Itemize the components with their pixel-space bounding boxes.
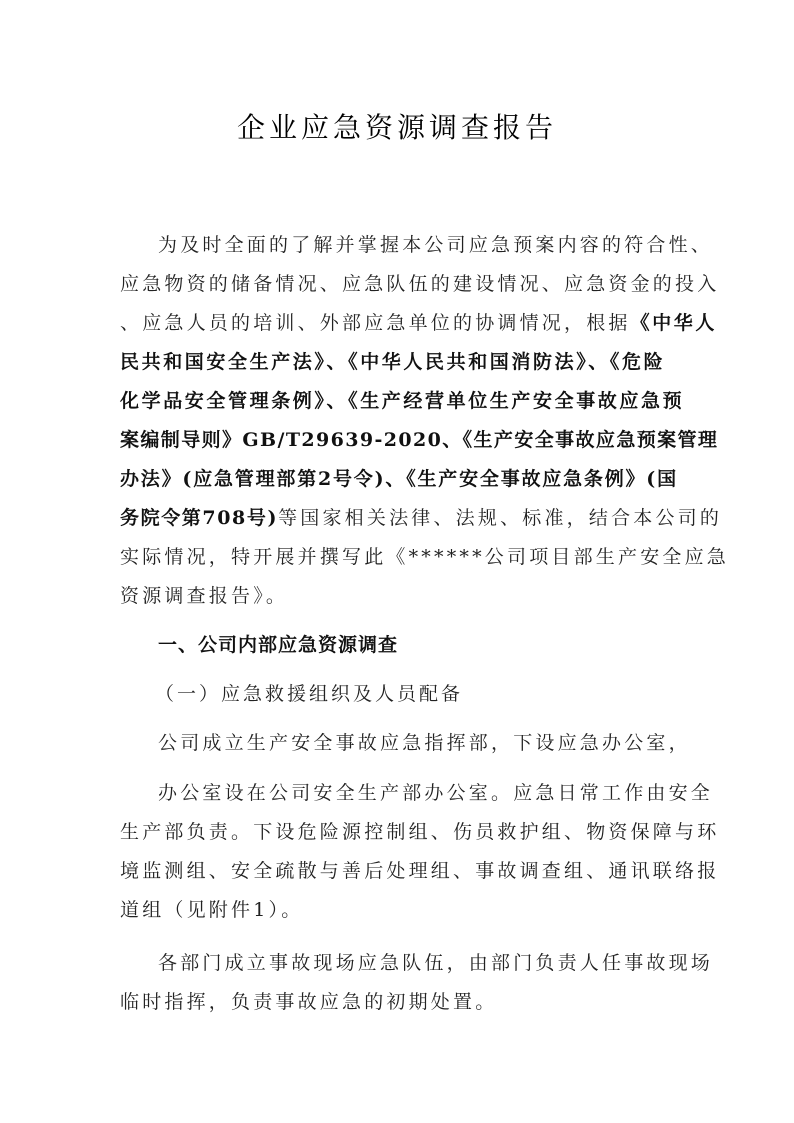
intro-line-8 [120,504,723,532]
intro-text: 、应急人员的培训、外部应急单位的协调情况，根据 [120,312,631,334]
law-citation: 化学品安全管理条例》、《生产经营单位生产安全事故应急预 [120,390,685,412]
subsection-heading-1: （一）应急救援组织及人员配备 [155,683,464,705]
law-citation: 《中华人 [630,312,718,334]
intro-text: 等国家相关法律、法规、标准，结合本公司的 [278,507,723,529]
para-2-line-4: 道组（见附件1）。 [120,899,304,921]
law-citation: 案编制导则》GB/T29639-2020、《生产安全事故应急预案管理 [120,429,719,451]
intro-line-9 [120,543,730,571]
intro-line-4 [120,348,680,376]
section-heading-1: 一、公司内部应急资源调查 [158,634,399,656]
intro-line-7 [120,465,680,493]
intro-line-5 [120,387,685,415]
intro-text: 实际情况，特开展并撰写此《******公司项目部生产安全应急 [120,546,730,568]
law-citation: 办法》(应急管理部第2号令)、《生产安全事故应急条例》(国 [120,468,678,490]
law-citation: 民共和国安全生产法》、《中华人民共和国消防法》、《危险 [120,351,666,373]
para-1-line-1: 公司成立生产安全事故应急指挥部，下设应急办公室， [158,732,691,754]
intro-text: 资源调查报告》。 [120,585,289,607]
intro-line-1 [158,231,718,259]
intro-line-10 [120,582,680,610]
document-title: 企业应急资源调查报告 [236,111,557,144]
intro-line-3 [120,309,718,337]
para-2-line-3: 境监测组、安全疏散与善后处理组、事故调查组、通讯联络报 [120,860,720,882]
para-3-line-2: 临时指挥，负责事故应急的初期处置。 [120,991,498,1013]
para-2-line-2: 生产部负责。下设危险源控制组、伤员救护组、物资保障与环 [120,821,720,843]
para-3-line-1: 各部门成立事故现场应急队伍，由部门负责人任事故现场 [158,952,714,974]
intro-text: 为及时全面的了解并掌握本公司应急预案内容的符合性、 [158,234,714,256]
intro-line-6 [120,426,719,454]
law-citation: 务院令第708号) [120,507,279,529]
intro-text: 应急物资的储备情况、应急队伍的建设情况、应急资金的投入 [120,273,720,295]
para-2-line-1: 办公室设在公司安全生产部办公室。应急日常工作由安全 [158,782,714,804]
intro-line-2 [120,270,720,298]
